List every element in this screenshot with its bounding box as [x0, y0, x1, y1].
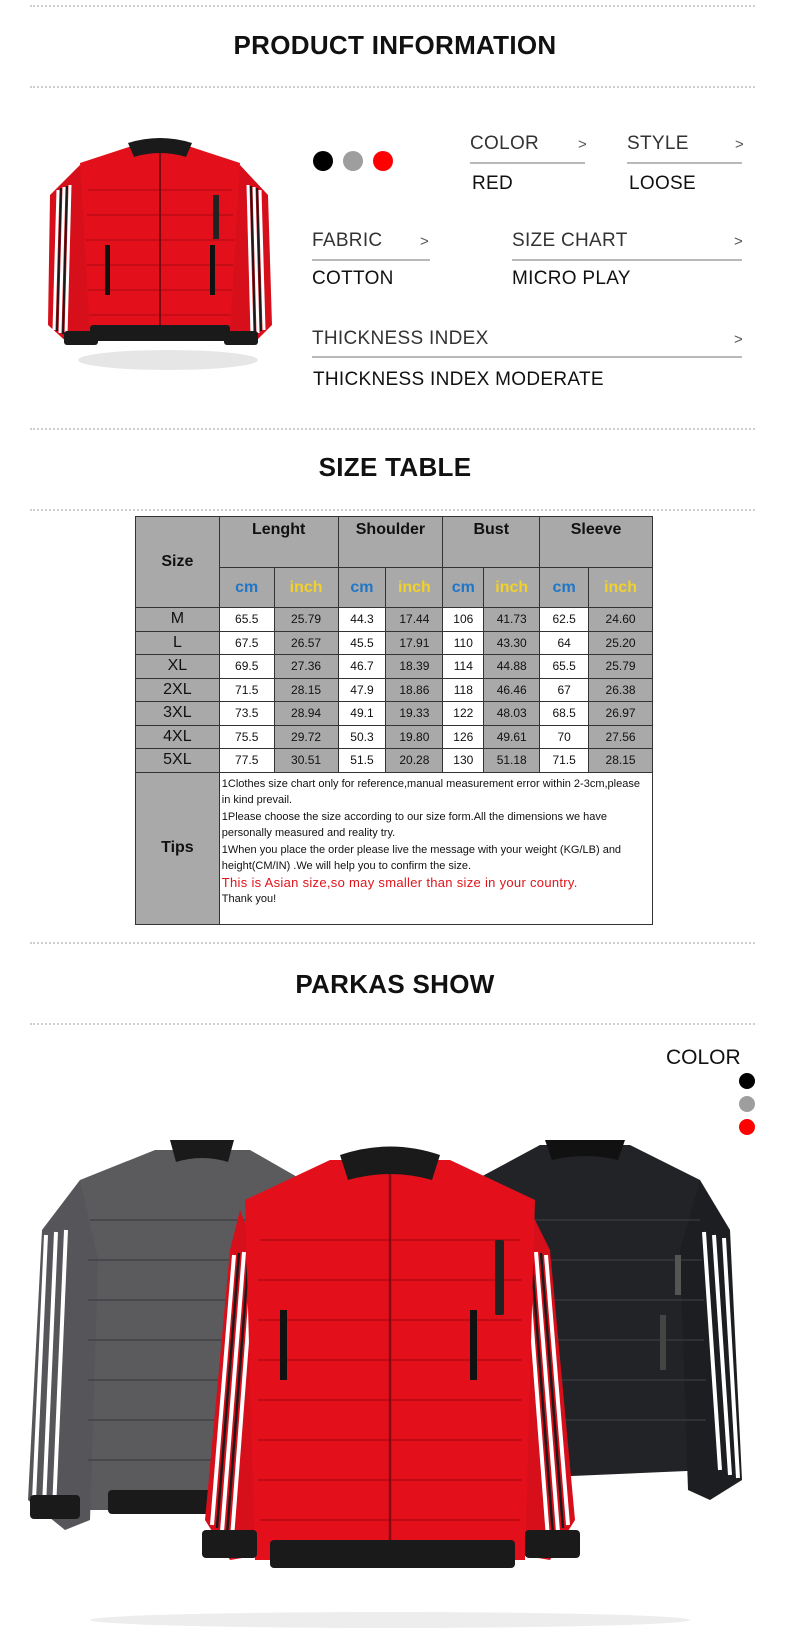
size-row: [136, 725, 653, 749]
divider: [30, 5, 755, 7]
size-cell: 122: [443, 702, 484, 726]
red-jacket: [202, 1147, 580, 1569]
size-cell: 46.46: [484, 678, 540, 702]
tip-2: 1Please choose the size according to our size form.All the dimensions we have personally measured and reality try.: [221, 810, 607, 839]
product-jacket-image: [40, 135, 280, 375]
size-cell: 51.18: [484, 749, 540, 773]
tips-label: Tips: [136, 772, 220, 924]
size-cell: 62.5: [540, 608, 589, 632]
size-cell: 67: [540, 678, 589, 702]
size-cell: 47.9: [338, 678, 386, 702]
size-cell: 75.5: [219, 725, 274, 749]
size-cell: 44.88: [484, 655, 540, 679]
color-label: COLOR: [470, 133, 540, 154]
size-cell: 49.1: [338, 702, 386, 726]
fabric-value: COTTON: [312, 268, 394, 289]
size-label: M: [136, 608, 220, 632]
legend-dot-grey: [739, 1096, 755, 1112]
size-cell: 48.03: [484, 702, 540, 726]
size-cell: 28.94: [274, 702, 338, 726]
unit-cm: cm: [443, 568, 484, 608]
size-cell: 41.73: [484, 608, 540, 632]
size-cell: 19.80: [386, 725, 443, 749]
size-cell: 77.5: [219, 749, 274, 773]
tip-thanks: Thank you!: [221, 893, 277, 905]
unit-cm: cm: [540, 568, 589, 608]
group-header-length: Lenght: [219, 517, 338, 568]
size-row: [136, 655, 653, 679]
size-cell: 26.97: [589, 702, 653, 726]
size-label: 2XL: [136, 678, 220, 702]
size-cell: 126: [443, 725, 484, 749]
size-cell: 51.5: [338, 749, 386, 773]
fabric-underline: [312, 259, 430, 261]
size-label: XL: [136, 655, 220, 679]
size-cell: 25.79: [589, 655, 653, 679]
size-cell: 20.28: [386, 749, 443, 773]
size-cell: 18.39: [386, 655, 443, 679]
style-underline: [627, 162, 742, 164]
size-cell: 110: [443, 631, 484, 655]
size-cell: 106: [443, 608, 484, 632]
size-cell: 65.5: [219, 608, 274, 632]
unit-inch: inch: [386, 568, 443, 608]
size-label: L: [136, 631, 220, 655]
tip-asian-size-warning: This is Asian size,so may smaller than size in your country.: [221, 874, 578, 890]
divider: [30, 86, 755, 88]
color-underline: [470, 162, 585, 164]
divider: [30, 509, 755, 511]
size-cell: 29.72: [274, 725, 338, 749]
section-title-parkas-show: PARKAS SHOW: [295, 969, 495, 999]
size-cell: 30.51: [274, 749, 338, 773]
divider: [30, 942, 755, 944]
size-cell: 50.3: [338, 725, 386, 749]
size-cell: 19.33: [386, 702, 443, 726]
size-row: [136, 749, 653, 773]
group-header-bust: Bust: [443, 517, 540, 568]
fabric-arrow: >: [420, 233, 429, 250]
size-cell: 27.36: [274, 655, 338, 679]
fabric-label: FABRIC: [312, 230, 383, 251]
color-arrow: >: [578, 136, 587, 153]
size-cell: 64: [540, 631, 589, 655]
size-label: 3XL: [136, 702, 220, 726]
size-chart-label: SIZE CHART: [512, 230, 628, 251]
size-cell: 28.15: [274, 678, 338, 702]
show-color-label: COLOR: [666, 1046, 741, 1069]
size-chart-value: MICRO PLAY: [512, 268, 631, 289]
parkas-show-image: [20, 1140, 760, 1630]
size-row: [136, 631, 653, 655]
size-label: 5XL: [136, 749, 220, 773]
size-cell: 45.5: [338, 631, 386, 655]
size-cell: 73.5: [219, 702, 274, 726]
tip-1: 1Clothes size chart only for reference,manual measurement error within 2-3cm,please in kind prevail.: [221, 777, 640, 806]
unit-inch: inch: [274, 568, 338, 608]
size-cell: 28.15: [589, 749, 653, 773]
size-cell: 68.5: [540, 702, 589, 726]
size-cell: 18.86: [386, 678, 443, 702]
size-cell: 65.5: [540, 655, 589, 679]
tip-3: 1When you place the order please live the message with your weight (KG/LB) and height(CM/IN) .We will help you to confirm the size.: [221, 843, 622, 872]
size-cell: 114: [443, 655, 484, 679]
size-chart-arrow: >: [734, 233, 743, 250]
size-row: [136, 608, 653, 632]
unit-cm: cm: [219, 568, 274, 608]
style-label: STYLE: [627, 133, 689, 154]
size-cell: 69.5: [219, 655, 274, 679]
size-cell: 25.20: [589, 631, 653, 655]
color-swatch-black[interactable]: [313, 151, 333, 171]
size-cell: 118: [443, 678, 484, 702]
group-header-shoulder: Shoulder: [338, 517, 443, 568]
thickness-arrow: >: [734, 331, 743, 348]
size-row: [136, 702, 653, 726]
size-table: [135, 516, 653, 925]
size-cell: 49.61: [484, 725, 540, 749]
unit-inch: inch: [589, 568, 653, 608]
size-chart-underline: [512, 259, 742, 261]
size-cell: 26.57: [274, 631, 338, 655]
size-cell: 25.79: [274, 608, 338, 632]
tips-content: [219, 772, 652, 924]
color-swatch-grey[interactable]: [343, 151, 363, 171]
size-header: Size: [136, 517, 220, 608]
divider: [30, 1023, 755, 1025]
size-cell: 71.5: [540, 749, 589, 773]
style-arrow: >: [735, 136, 744, 153]
style-value: LOOSE: [629, 173, 696, 194]
size-cell: 26.38: [589, 678, 653, 702]
color-value: RED: [472, 173, 514, 194]
size-cell: 17.91: [386, 631, 443, 655]
color-swatch-red[interactable]: [373, 151, 393, 171]
size-cell: 46.7: [338, 655, 386, 679]
divider: [30, 428, 755, 430]
size-row: [136, 678, 653, 702]
thickness-value: THICKNESS INDEX MODERATE: [313, 369, 604, 390]
size-cell: 24.60: [589, 608, 653, 632]
size-cell: 44.3: [338, 608, 386, 632]
size-cell: 67.5: [219, 631, 274, 655]
thickness-underline: [312, 356, 742, 358]
size-cell: 70: [540, 725, 589, 749]
legend-dot-red: [739, 1119, 755, 1135]
group-header-sleeve: Sleeve: [540, 517, 653, 568]
legend-dot-black: [739, 1073, 755, 1089]
size-cell: 27.56: [589, 725, 653, 749]
size-label: 4XL: [136, 725, 220, 749]
thickness-label: THICKNESS INDEX: [312, 328, 489, 349]
section-title-product-information: PRODUCT INFORMATION: [233, 30, 557, 60]
size-cell: 130: [443, 749, 484, 773]
size-cell: 43.30: [484, 631, 540, 655]
unit-inch: inch: [484, 568, 540, 608]
unit-cm: cm: [338, 568, 386, 608]
size-cell: 71.5: [219, 678, 274, 702]
size-cell: 17.44: [386, 608, 443, 632]
section-title-size-table: SIZE TABLE: [318, 452, 472, 482]
